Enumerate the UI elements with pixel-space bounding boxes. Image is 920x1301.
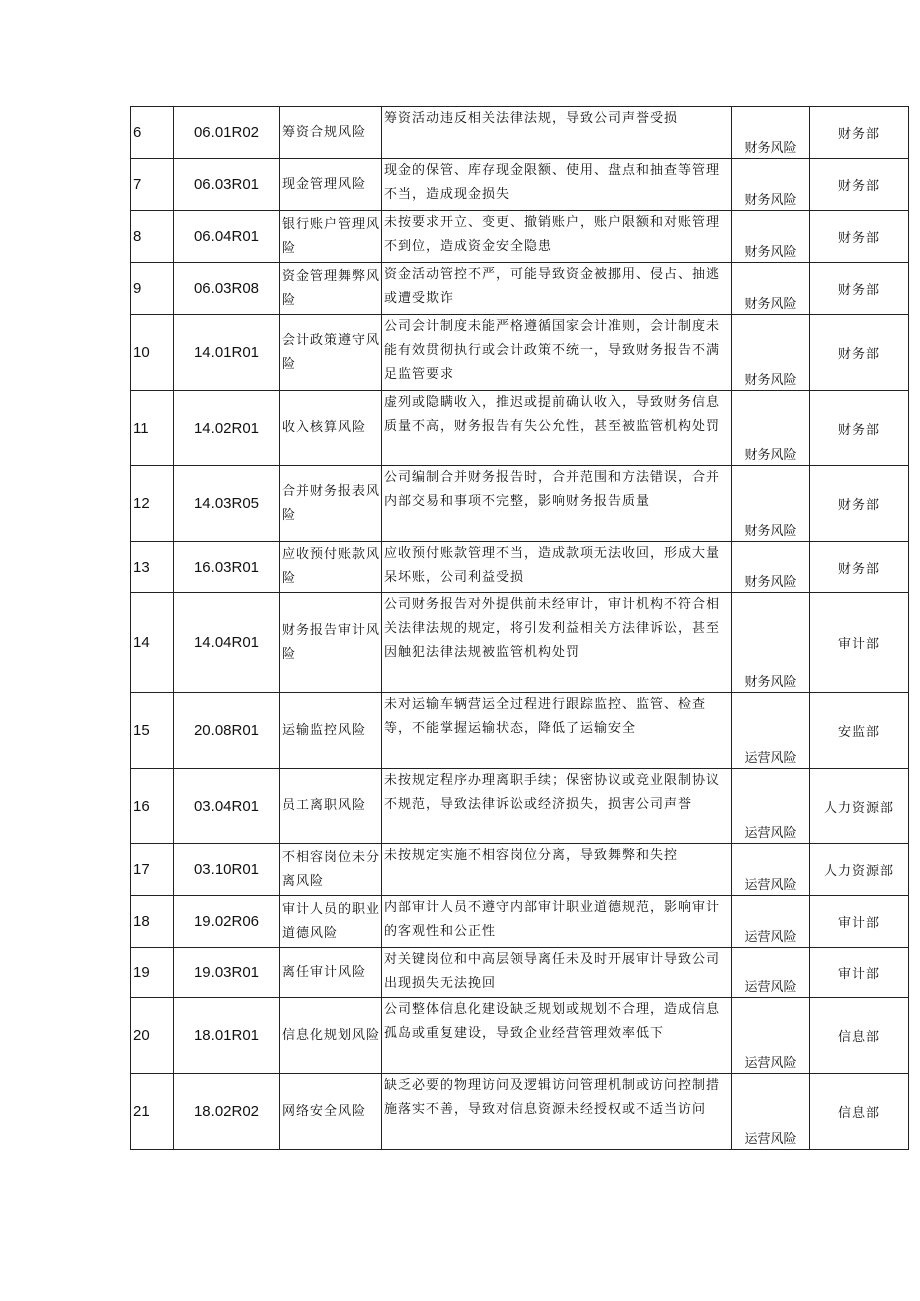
table-row	[131, 159, 909, 211]
risk-type-cell: 运营风险	[732, 693, 810, 769]
department-cell: 信息部	[810, 1074, 909, 1150]
table-row	[131, 107, 909, 159]
department-cell: 人力资源部	[810, 769, 909, 844]
row-number-cell: 19	[131, 948, 174, 998]
department-cell: 审计部	[810, 593, 909, 693]
risk-table-body	[131, 107, 909, 1150]
risk-code-cell: 18.02R02	[174, 1074, 280, 1150]
risk-description-cell: 缺乏必要的物理访问及逻辑访问管理机制或访问控制措施落实不善，导致对信息资源未经授权或不适当访问	[382, 1074, 732, 1150]
row-number-cell: 13	[131, 542, 174, 593]
risk-type-cell: 财务风险	[732, 391, 810, 466]
table-row	[131, 211, 909, 263]
department-cell: 财务部	[810, 211, 909, 263]
department-cell: 财务部	[810, 315, 909, 391]
row-number-cell: 21	[131, 1074, 174, 1150]
risk-code-cell: 03.10R01	[174, 844, 280, 896]
department-cell: 审计部	[810, 896, 909, 948]
risk-code-cell: 06.01R02	[174, 107, 280, 159]
risk-name-cell: 合并财务报表风险	[280, 466, 382, 542]
risk-code-cell: 19.02R06	[174, 896, 280, 948]
risk-type-cell: 财务风险	[732, 263, 810, 315]
risk-code-cell: 14.04R01	[174, 593, 280, 693]
risk-name-cell: 银行账户管理风险	[280, 211, 382, 263]
table-row	[131, 948, 909, 998]
table-row	[131, 263, 909, 315]
risk-name-cell: 资金管理舞弊风险	[280, 263, 382, 315]
risk-name-cell: 运输监控风险	[280, 693, 382, 769]
risk-code-cell: 06.03R08	[174, 263, 280, 315]
risk-description-cell: 未对运输车辆营运全过程进行跟踪监控、监管、检查等，不能掌握运输状态，降低了运输安全	[382, 693, 732, 769]
risk-description-cell: 公司整体信息化建设缺乏规划或规划不合理，造成信息孤岛或重复建设，导致企业经营管理效率低下	[382, 998, 732, 1074]
department-cell: 财务部	[810, 107, 909, 159]
risk-description-cell: 现金的保管、库存现金限额、使用、盘点和抽查等管理不当，造成现金损失	[382, 159, 732, 211]
table-row	[131, 769, 909, 844]
risk-code-cell: 06.04R01	[174, 211, 280, 263]
row-number-cell: 10	[131, 315, 174, 391]
risk-description-cell: 公司编制合并财务报告时，合并范围和方法错误，合并内部交易和事项不完整，影响财务报告质量	[382, 466, 732, 542]
row-number-cell: 14	[131, 593, 174, 693]
department-cell: 财务部	[810, 542, 909, 593]
table-row	[131, 466, 909, 542]
table-row	[131, 844, 909, 896]
risk-type-cell: 财务风险	[732, 107, 810, 159]
risk-type-cell: 财务风险	[732, 466, 810, 542]
table-row	[131, 542, 909, 593]
risk-description-cell: 虚列或隐瞒收入，推迟或提前确认收入，导致财务信息质量不高，财务报告有失公允性，甚至被监管机构处罚	[382, 391, 732, 466]
risk-name-cell: 会计政策遵守风险	[280, 315, 382, 391]
department-cell: 审计部	[810, 948, 909, 998]
risk-name-cell: 员工离职风险	[280, 769, 382, 844]
risk-description-cell: 未按规定实施不相容岗位分离，导致舞弊和失控	[382, 844, 732, 896]
risk-type-cell: 运营风险	[732, 896, 810, 948]
row-number-cell: 8	[131, 211, 174, 263]
risk-description-cell: 应收预付账款管理不当，造成款项无法收回，形成大量呆坏账，公司利益受损	[382, 542, 732, 593]
risk-description-cell: 内部审计人员不遵守内部审计职业道德规范，影响审计的客观性和公正性	[382, 896, 732, 948]
risk-name-cell: 不相容岗位未分离风险	[280, 844, 382, 896]
risk-name-cell: 收入核算风险	[280, 391, 382, 466]
row-number-cell: 15	[131, 693, 174, 769]
row-number-cell: 6	[131, 107, 174, 159]
table-row	[131, 1074, 909, 1150]
risk-name-cell: 应收预付账款风险	[280, 542, 382, 593]
row-number-cell: 7	[131, 159, 174, 211]
risk-description-cell: 未按规定程序办理离职手续；保密协议或竞业限制协议不规范，导致法律诉讼或经济损失，损害公司声誉	[382, 769, 732, 844]
row-number-cell: 20	[131, 998, 174, 1074]
risk-code-cell: 06.03R01	[174, 159, 280, 211]
row-number-cell: 16	[131, 769, 174, 844]
risk-code-cell: 14.02R01	[174, 391, 280, 466]
row-number-cell: 17	[131, 844, 174, 896]
row-number-cell: 11	[131, 391, 174, 466]
risk-code-cell: 14.03R05	[174, 466, 280, 542]
risk-name-cell: 筹资合规风险	[280, 107, 382, 159]
risk-name-cell: 现金管理风险	[280, 159, 382, 211]
department-cell: 财务部	[810, 466, 909, 542]
table-row	[131, 693, 909, 769]
risk-code-cell: 16.03R01	[174, 542, 280, 593]
department-cell: 财务部	[810, 391, 909, 466]
risk-type-cell: 财务风险	[732, 593, 810, 693]
table-row	[131, 998, 909, 1074]
table-row	[131, 896, 909, 948]
department-cell: 安监部	[810, 693, 909, 769]
risk-name-cell: 网络安全风险	[280, 1074, 382, 1150]
department-cell: 人力资源部	[810, 844, 909, 896]
risk-name-cell: 财务报告审计风险	[280, 593, 382, 693]
risk-code-cell: 14.01R01	[174, 315, 280, 391]
risk-code-cell: 19.03R01	[174, 948, 280, 998]
table-row	[131, 391, 909, 466]
risk-description-cell: 未按要求开立、变更、撤销账户，账户限额和对账管理不到位，造成资金安全隐患	[382, 211, 732, 263]
risk-type-cell: 运营风险	[732, 998, 810, 1074]
row-number-cell: 12	[131, 466, 174, 542]
risk-description-cell: 公司会计制度未能严格遵循国家会计准则，会计制度未能有效贯彻执行或会计政策不统一，导致财务报告不满足监管要求	[382, 315, 732, 391]
risk-description-cell: 资金活动管控不严，可能导致资金被挪用、侵占、抽逃或遭受欺诈	[382, 263, 732, 315]
risk-type-cell: 运营风险	[732, 1074, 810, 1150]
row-number-cell: 18	[131, 896, 174, 948]
risk-type-cell: 运营风险	[732, 948, 810, 998]
risk-table	[130, 106, 909, 1150]
row-number-cell: 9	[131, 263, 174, 315]
risk-code-cell: 03.04R01	[174, 769, 280, 844]
risk-type-cell: 财务风险	[732, 315, 810, 391]
risk-description-cell: 筹资活动违反相关法律法规，导致公司声誉受损	[382, 107, 732, 159]
table-row	[131, 315, 909, 391]
table-row	[131, 593, 909, 693]
risk-code-cell: 18.01R01	[174, 998, 280, 1074]
risk-description-cell: 公司财务报告对外提供前未经审计，审计机构不符合相关法律法规的规定，将引发利益相关方法律诉讼，甚至因触犯法律法规被监管机构处罚	[382, 593, 732, 693]
department-cell: 财务部	[810, 159, 909, 211]
risk-name-cell: 信息化规划风险	[280, 998, 382, 1074]
risk-type-cell: 运营风险	[732, 769, 810, 844]
risk-description-cell: 对关键岗位和中高层领导离任未及时开展审计导致公司出现损失无法挽回	[382, 948, 732, 998]
risk-type-cell: 运营风险	[732, 844, 810, 896]
risk-name-cell: 离任审计风险	[280, 948, 382, 998]
risk-type-cell: 财务风险	[732, 211, 810, 263]
department-cell: 财务部	[810, 263, 909, 315]
risk-type-cell: 财务风险	[732, 159, 810, 211]
risk-type-cell: 财务风险	[732, 542, 810, 593]
department-cell: 信息部	[810, 998, 909, 1074]
risk-code-cell: 20.08R01	[174, 693, 280, 769]
risk-name-cell: 审计人员的职业道德风险	[280, 896, 382, 948]
